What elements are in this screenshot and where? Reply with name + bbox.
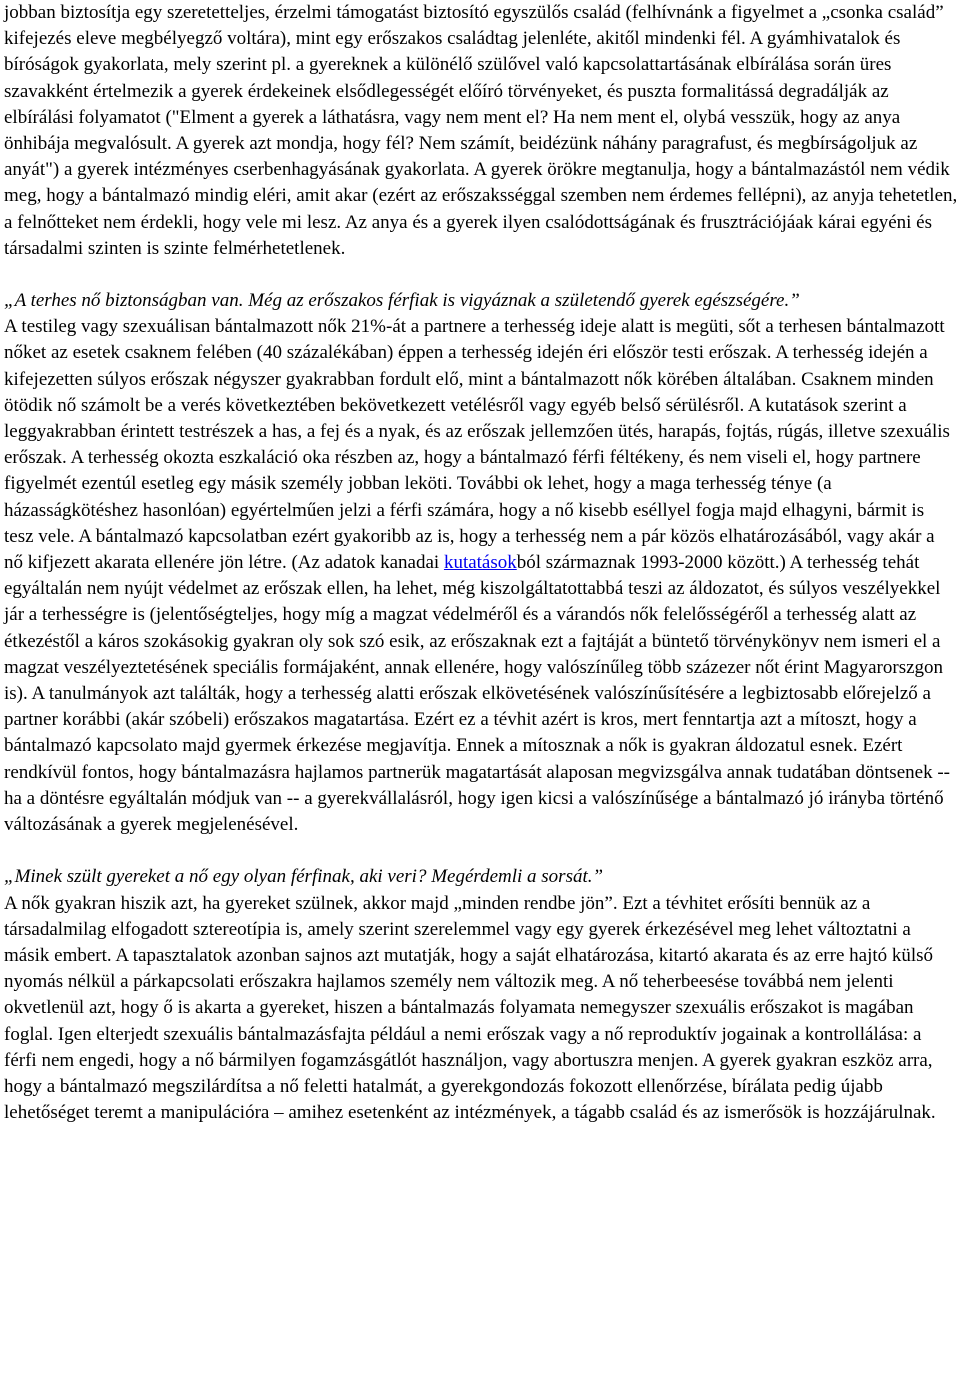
paragraph-pregnancy-text-start: A testileg vagy szexuálisan bántalmazott nők 21%-át a partnere a terhesség ideje alatt is megüti, sőt a terhesen bántalmazott nőket az esetek csaknem felében (40 százalékában) éppen a terhesség idején éri először testi erőszak. A terhesség idején a kifejezetten súlyos erőszak négyszer gyakrabban fordult elő, mint a bántalmazott nők körében általában. Csaknem minden ötödik nő számolt be a verés következtében bekövetkezett vetélésről vagy egyéb belső sérülésről. A kutatások szerint a leggyakrabban érintett testrészek a has, a fej és a nyak, és az erőszak jellemzően ütés, harapás, fojtás, rúgás, illetve szexuális erőszak. A terhesség okozta eszkaláció oka részben az, hogy a bántalmazó férfi féltékeny, és nem viseli el, hogy partnere figyelmét ezentúl esetleg egy másik személy jobban leköti. További ok lehet, hogy a maga terhesség ténye (a házasságkötéshez hasonlóan) egyértelműen jelzi a férfi számára, hogy a nő kisebb eséllyel fogja majd elhagyni, bármit is tesz vele. A bántalmazó kapcsolatban ezért gyakoribb az is, hogy a terhesség nem a pár közös elhatározásából, vagy akár a nő kifjezett akarata ellenére jön létre. (Az adatok kanadai (4, 316, 950, 574)
paragraph-pregnancy (4, 314, 958, 838)
paragraph-custody: jobban biztosítja egy szeretetteljes, érzelmi támogatást biztosító egyszülős család (felhívnánk a figyelmet a „csonka család” kifejezés eleve megbélyegző voltára), mint egy erőszakos családtag jelenléte, akitől mindenki fél. A gyámhivatalok és bíróságok gyakorlata, mely szerint pl. a gyereknek a különélő szülővel való kapcsolattartásának elbírálása során üres szavakként értelmezik a gyerek érdekeinek elsődlegességét előíró törvényeket, és puszta formalitássá degradálják az elbírálási folyamatot ("Elment a gyerek a láthatásra, vagy nem ment el? Ha nem ment el, olybá vesszük, hogy az anya önhibája megvalósult. A gyerek azt mondja, hogy fél? Nem számít, beidézünk náhány paragrafust, és megbírságoljuk az anyát") a gyerek intézményes cserbenhagyásának gyakorlata. A gyerek örökre megtanulja, hogy a bántalmazástól nem védik meg, hogy a bántalmazó mindig eléri, amit akar (ezért az erőszaksséggal szemben nem érdemes fellépni), az anyja tehetetlen, a felnőtteket nem érdekli, hogy vele mi lesz. Az anya és a gyerek ilyen csalódottságának és frusztrációjáak kárai egyéni és társadalmi szinten is szinte felmérhetetlenek. (4, 2, 958, 259)
myth-heading-pregnancy: „A terhes nő biztonságban van. Még az erőszakos férfiak is vigyáznak a születendő gyerek egészségére.” (4, 290, 800, 312)
paragraph-pregnancy-text-end: ból származnak 1993-2000 között.) A terhesség tehát egyáltalán nem nyújt védelmet az erőszak ellen, ha lehet, még kiszolgáltatottabbá teszi az áldozatot, és súlyos veszélyekkel jár a terhességre is (jelentőségteljes, hogy míg a magzat védelméről és a várandós nők felelősségéről a terhesség alatt az étkezéstől a káros szokásokig gyakran oly sok szó esik, az erőszaknak ezt a fajtáját a büntető törvénykönyv nem ismeri el a magzat veszélyeztetésének speciális formájaként, annak ellenére, hogy valószínűleg több százezer nőt érint Magyarorszgon is). A tanulmányok azt találták, hogy a terhesség alatti erőszak elkövetésének valószínűsítésére a legbiztosabb előrejelző a partner korábbi (akár szóbeli) erőszakos magatartása. Ezért ez a tévhit azért is kros, mert fenntartja azt a mítoszt, hogy a bántalmazó kapcsolato majd gyermek érkezése megjavítja. Ennek a mítosznak a nők is gyakran áldozatul esnek. Ezért rendkívül fontos, hogy bántalmazásra hajlamos partnerük magatartását alaposan megvizsgálva annak tudatában döntsenek -- ha a döntésre egyáltalán módjuk van -- a gyerekvállalásról, hogy igen kicsi a valószínűsége a bántalmazó jó irányba történő változásának a gyerek megjelenésével. (4, 552, 950, 836)
paragraph-blame: A nők gyakran hiszik azt, ha gyereket szülnek, akkor majd „minden rendbe jön”. Ezt a tévhitet erősíti bennük az a társadalmilag elfogadott sztereotípia is, amely szerint szerelemmel vagy egy gyerek érkezésével meg lehet változtatni a másik embert. A tapasztalatok azonban sajnos azt mutatják, hogy a saját elhatározása, kitartó akarata és az erre hajtó külső nyomás nélkül a párkapcsolati erőszakra hajlamos személy nem változik meg. A nő teherbeesése továbbá nem jelenti okvetlenül azt, hogy ő is akarta a gyereket, hiszen a bántalmazás folyamata nemegyszer szexuális erőszakot is magában foglal. Igen elterjedt szexuális bántalmazásfajta például a nemi erőszak vagy a nő reproduktív jogainak a kontrollálása: a férfi nem engedi, hogy a nő bármilyen fogamzásgátlót használjon, vagy abortuszra menjen. A gyerek gyakran eszköz arra, hogy a bántalmazó megszilárdítsa a nő feletti hatalmát, a gyerekgondozás fokozott ellenőrzése, bírálata pedig újabb lehetőséget teremt a manipulációra – amihez esetenként az intézmények, a tágabb család és az ismerősök is hozzájárulnak. (4, 892, 936, 1124)
paragraph-spacer (4, 262, 958, 288)
paragraph-spacer (4, 838, 958, 864)
research-link[interactable]: kutatások (443, 552, 517, 574)
myth-heading-blame: „Minek szült gyereket a nő egy olyan férfinak, aki veri? Megérdemli a sorsát.” (4, 866, 604, 888)
